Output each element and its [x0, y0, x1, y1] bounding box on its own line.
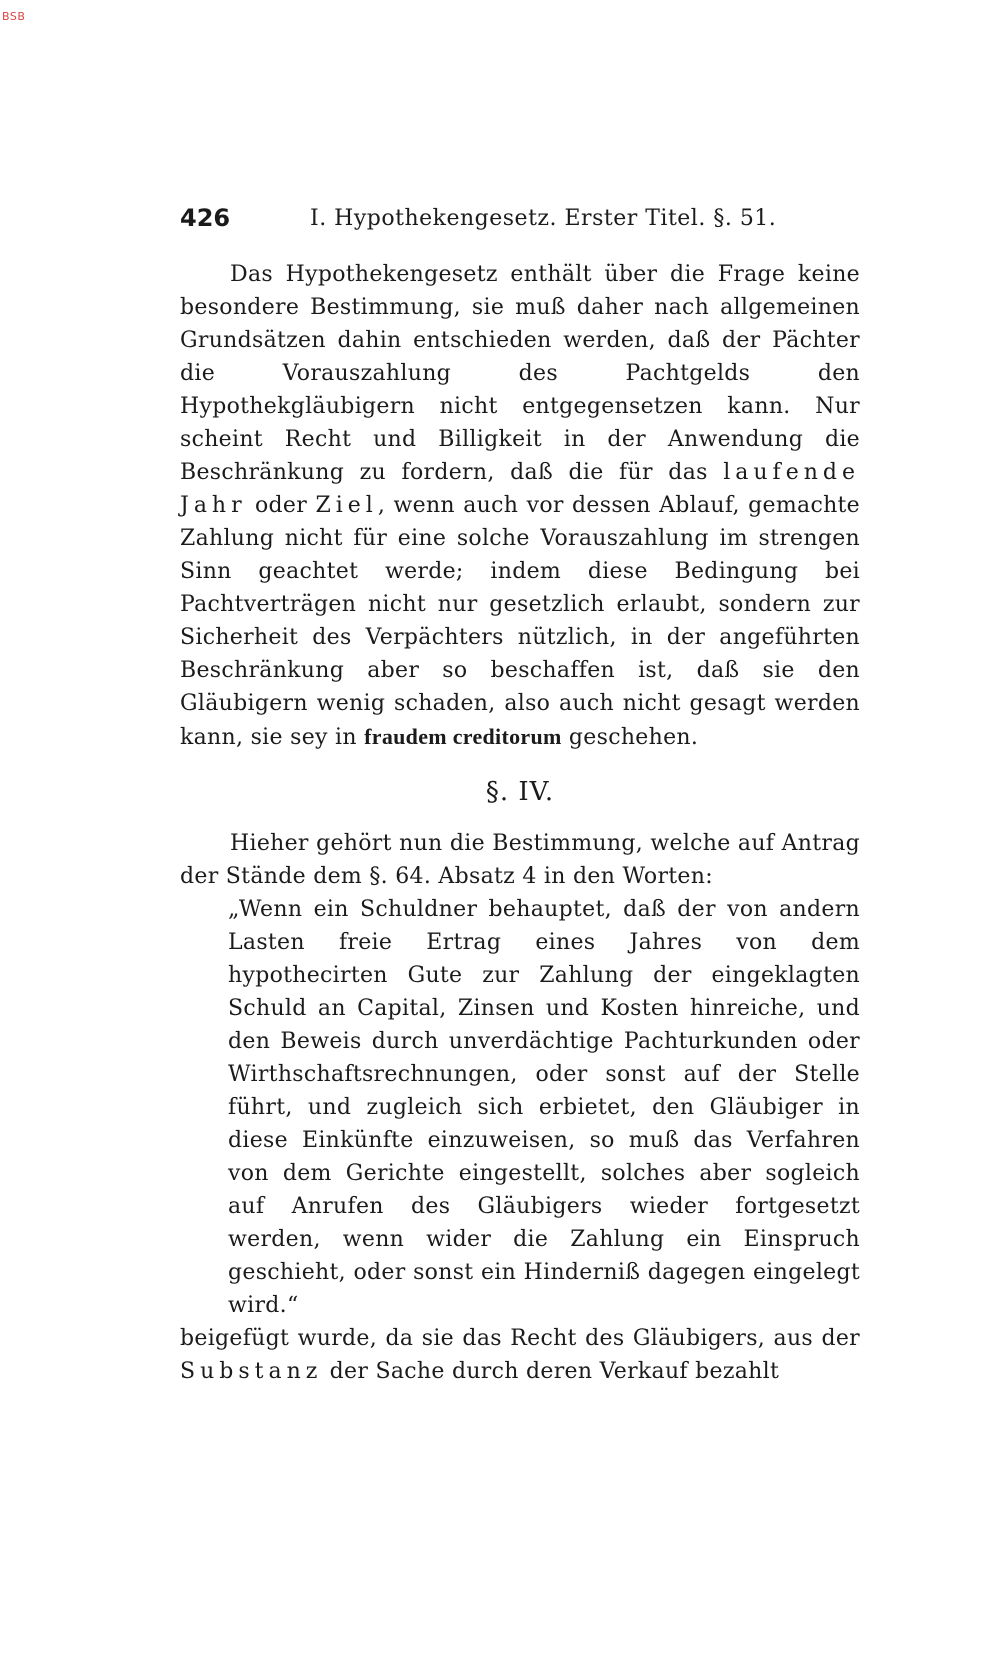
section-heading: §. IV.: [485, 777, 555, 807]
paragraph1-text-d: geschehen.: [568, 725, 699, 750]
page-body: [180, 258, 860, 1388]
paragraph1-text-c: , wenn auch vor dessen Ablauf, gemachte Zahlung nicht für eine solche Vorauszahlung im strengen Sinn geachtet werde; indem diese Bedingung bei Pachtverträgen nicht nur gesetzlich erlaubt, sondern zur Sicherheit des Verpächters nützlich, in der angeführten Beschränkung aber so beschaffen ist, daß sie den Gläubigern wenig schaden, also auch nicht gesagt werden kann, sie sey in: [180, 493, 861, 750]
paragraph-continuation: [180, 1322, 860, 1388]
paragraph-intro: Hieher gehört nun die Bestimmung, welche auf Antrag der Stände dem §. 64. Absatz 4 in den Worten:: [180, 831, 860, 889]
running-header: [180, 200, 860, 240]
paragraph1-text-b: oder: [255, 493, 308, 518]
spaced-laufende-jahr: laufende Jahr: [180, 460, 860, 518]
paragraph1-text-a: Das Hypothekengesetz enthält über die Frage keine besondere Bestimmung, sie muß daher nach allgemeinen Grundsätzen dahin entschieden werden, daß der Pächter die Vorauszahlung des Pachtgelds den Hypothekgläubigern nicht entgegensetzen kann. Nur scheint Recht und Billigkeit in der Anwendung die Beschränkung zu fordern, daß die für das: [180, 262, 860, 485]
latin-phrase: fraudem creditorum: [364, 724, 562, 749]
continuation-text-b: der Sache durch deren Verkauf bezahlt: [329, 1359, 780, 1384]
quoted-provision: „Wenn ein Schuldner behauptet, daß der von andern Lasten freie Ertrag eines Jahres von dem hypothecirten Gute zur Zahlung der eingeklagten Schuld an Capital, Zinsen und Kosten hinreiche, und den Beweis durch unverdächtige Pachturkunden oder Wirthschaftsrechnungen, oder sonst auf der Stelle führt, und zugleich sich erbietet, den Gläubiger in diese Einkünfte einzuweisen, so muß das Verfahren von dem Gerichte eingestellt, solches aber sogleich auf Anrufen des Gläubigers wieder fortgesetzt werden, wenn wider die Zahlung ein Einspruch geschieht, oder sonst ein Hinderniß dagegen eingelegt wird.“: [228, 897, 860, 1318]
spaced-ziel: Ziel: [315, 493, 378, 518]
page-number: 426: [180, 204, 231, 232]
paragraph-hypothekengesetz: [180, 258, 860, 754]
library-watermark: BSB: [2, 10, 26, 23]
spaced-substanz: Substanz: [180, 1359, 323, 1384]
continuation-text-a: beigefügt wurde, da sie das Recht des Gläubigers, aus der: [180, 1326, 860, 1351]
book-page: [180, 200, 860, 1388]
running-title: I. Hypothekengesetz. Erster Titel. §. 51.: [310, 206, 777, 231]
